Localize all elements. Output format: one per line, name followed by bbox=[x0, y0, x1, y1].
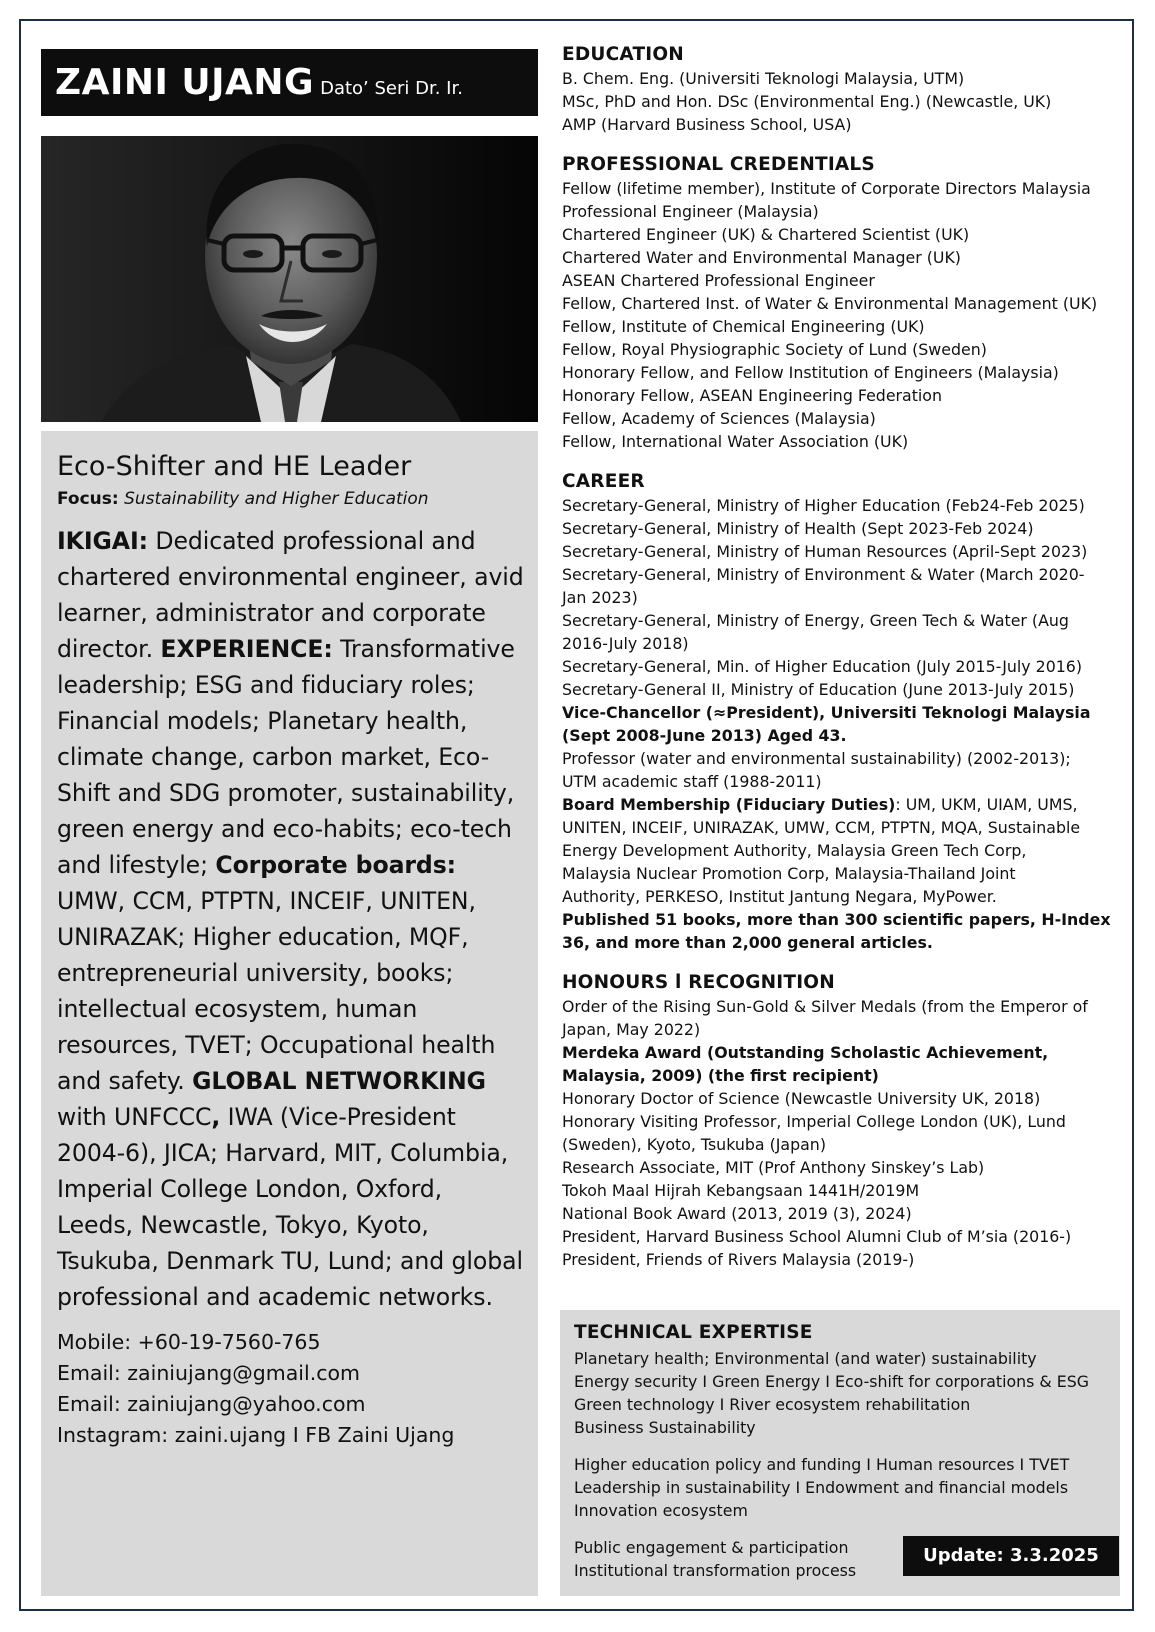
list-item: Secretary-General, Ministry of Human Resources (April-Sept 2023) bbox=[562, 542, 1088, 561]
list-item: Green technology I River ecosystem rehabilitation bbox=[574, 1395, 971, 1414]
list-item: Energy security I Green Energy I Eco-shift for corporations & ESG bbox=[574, 1372, 1089, 1391]
career-list bbox=[562, 494, 1122, 954]
list-item: Honorary Doctor of Science (Newcastle University UK, 2018) bbox=[562, 1089, 1041, 1108]
global-text: with UNFCCC bbox=[57, 1103, 212, 1131]
contact-email-yahoo: Email: zainiujang@yahoo.com bbox=[57, 1392, 366, 1416]
experience-text: Transformative leadership; ESG and fiduciary roles; Financial models; Planetary health, climate change, carbon market, Eco-Shift and SDG promoter, sustainability, green energy and eco-habits; eco-tech and lifestyle; bbox=[57, 635, 515, 879]
boards-label: Corporate boards: bbox=[215, 851, 456, 879]
list-item: 2016-July 2018) bbox=[562, 634, 689, 653]
ikigai-text: Dedicated professional and chartered environmental engineer, avid learner, administrator and corporate director. bbox=[57, 527, 524, 663]
list-item: Honorary Visiting Professor, Imperial College London (UK), Lund bbox=[562, 1112, 1066, 1131]
list-item: Public engagement & participation bbox=[574, 1538, 849, 1557]
credentials-list bbox=[562, 177, 1122, 453]
list-item: ASEAN Chartered Professional Engineer bbox=[562, 271, 875, 290]
list-item: Board Membership (Fiduciary Duties): UM, UKM, UIAM, UMS, bbox=[562, 795, 1078, 814]
list-item: MSc, PhD and Hon. DSc (Environmental Eng.) (Newcastle, UK) bbox=[562, 92, 1052, 111]
person-name: ZAINI UJANG bbox=[55, 62, 315, 103]
list-item: Secretary-General, Ministry of Environment & Water (March 2020- bbox=[562, 565, 1085, 584]
list-item: Jan 2023) bbox=[562, 588, 638, 607]
contact-mobile: Mobile: +60-19-7560-765 bbox=[57, 1330, 321, 1354]
honours-heading: HONOURS l RECOGNITION bbox=[562, 972, 835, 993]
list-item: Honorary Fellow, and Fellow Institution of Engineers (Malaysia) bbox=[562, 363, 1059, 382]
list-item: Fellow, Chartered Inst. of Water & Environmental Management (UK) bbox=[562, 294, 1098, 313]
contact-social: Instagram: zaini.ujang I FB Zaini Ujang bbox=[57, 1423, 455, 1447]
list-item: Leadership in sustainability I Endowment and financial models bbox=[574, 1478, 1069, 1497]
list-item: Professor (water and environmental sustainability) (2002-2013); bbox=[562, 749, 1071, 768]
list-item: Secretary-General, Ministry of Energy, Green Tech & Water (Aug bbox=[562, 611, 1069, 630]
focus-label: Focus: bbox=[57, 489, 119, 509]
focus-line bbox=[57, 489, 524, 509]
list-item: Malaysia, 2009) (the first recipient) bbox=[562, 1066, 879, 1085]
list-item: Energy Development Authority, Malaysia Green Tech Corp, bbox=[562, 841, 1027, 860]
person-title: Dato’ Seri Dr. Ir. bbox=[320, 78, 463, 99]
portrait-photo bbox=[41, 136, 538, 422]
contact-email-gmail: Email: zainiujang@gmail.com bbox=[57, 1361, 360, 1385]
credentials-heading: PROFESSIONAL CREDENTIALS bbox=[562, 154, 875, 175]
name-banner bbox=[41, 49, 538, 116]
right-column bbox=[562, 42, 1122, 1271]
list-item: Chartered Water and Environmental Manager (UK) bbox=[562, 248, 961, 267]
list-item: Fellow, Academy of Sciences (Malaysia) bbox=[562, 409, 876, 428]
list-item: Secretary-General, Ministry of Health (Sept 2023-Feb 2024) bbox=[562, 519, 1034, 538]
list-item: Research Associate, MIT (Prof Anthony Sinskey’s Lab) bbox=[562, 1158, 985, 1177]
list-item: Chartered Engineer (UK) & Chartered Scientist (UK) bbox=[562, 225, 970, 244]
education-heading: EDUCATION bbox=[562, 44, 684, 65]
list-item: UNITEN, INCEIF, UNIRAZAK, UMW, CCM, PTPTN, MQA, Sustainable bbox=[562, 818, 1081, 837]
global-comma: , bbox=[211, 1103, 221, 1131]
list-item: (Sept 2008-June 2013) Aged 43. bbox=[562, 726, 847, 745]
portrait-icon bbox=[41, 136, 538, 422]
list-item: President, Harvard Business School Alumni Club of M’sia (2016-) bbox=[562, 1227, 1072, 1246]
list-item: Merdeka Award (Outstanding Scholastic Achievement, bbox=[562, 1043, 1049, 1062]
list-item: Fellow (lifetime member), Institute of Corporate Directors Malaysia bbox=[562, 179, 1091, 198]
list-item: B. Chem. Eng. (Universiti Teknologi Malaysia, UTM) bbox=[562, 69, 965, 88]
update-badge: Update: 3.3.2025 bbox=[903, 1536, 1119, 1576]
list-item: Vice-Chancellor (≈President), Universiti Teknologi Malaysia bbox=[562, 703, 1091, 722]
technical-group-2 bbox=[574, 1453, 1106, 1522]
ikigai-paragraph bbox=[57, 523, 524, 1315]
list-item: Secretary-General, Min. of Higher Education (July 2015-July 2016) bbox=[562, 657, 1083, 676]
list-item: Innovation ecosystem bbox=[574, 1501, 748, 1520]
list-item: Japan, May 2022) bbox=[562, 1020, 701, 1039]
board-label: Board Membership (Fiduciary Duties) bbox=[562, 795, 896, 814]
list-item: Honorary Fellow, ASEAN Engineering Federation bbox=[562, 386, 942, 405]
boards-text: UMW, CCM, PTPTN, INCEIF, UNITEN, UNIRAZAK; Higher education, MQF, entrepreneurial university, books; intellectual ecosystem, human resources, TVET; Occupational health and safety. bbox=[57, 887, 496, 1095]
focus-value: Sustainability and Higher Education bbox=[124, 489, 429, 509]
education-list bbox=[562, 67, 1122, 136]
list-item: Planetary health; Environmental (and water) sustainability bbox=[574, 1349, 1037, 1368]
list-item: Malaysia Nuclear Promotion Corp, Malaysia-Thailand Joint bbox=[562, 864, 1016, 883]
list-item: Fellow, International Water Association (UK) bbox=[562, 432, 909, 451]
list-item: Secretary-General II, Ministry of Education (June 2013-July 2015) bbox=[562, 680, 1075, 699]
list-item: UTM academic staff (1988-2011) bbox=[562, 772, 822, 791]
list-item: Authority, PERKESO, Institut Jantung Negara, MyPower. bbox=[562, 887, 997, 906]
list-item: Published 51 books, more than 300 scientific papers, H-Index bbox=[562, 910, 1111, 929]
list-item: National Book Award (2013, 2019 (3), 2024) bbox=[562, 1204, 912, 1223]
profile-panel bbox=[41, 431, 538, 1596]
list-item: Secretary-General, Ministry of Higher Education (Feb24-Feb 2025) bbox=[562, 496, 1085, 515]
list-item: Institutional transformation process bbox=[574, 1561, 857, 1580]
career-heading: CAREER bbox=[562, 471, 645, 492]
list-item: President, Friends of Rivers Malaysia (2019-) bbox=[562, 1250, 915, 1269]
list-item: Higher education policy and funding I Human resources I TVET bbox=[574, 1455, 1070, 1474]
ikigai-label: IKIGAI: bbox=[57, 527, 148, 555]
list-item: Order of the Rising Sun-Gold & Silver Medals (from the Emperor of bbox=[562, 997, 1088, 1016]
list-item: AMP (Harvard Business School, USA) bbox=[562, 115, 852, 134]
experience-label: EXPERIENCE: bbox=[160, 635, 333, 663]
tagline: Eco-Shifter and HE Leader bbox=[57, 451, 412, 482]
global-text-2: IWA (Vice-President 2004-6), JICA; Harvard, MIT, Columbia, Imperial College London, Oxford, Leeds, Newcastle, Tokyo, Kyoto, Tsukuba, Denmark TU, Lund; and global professional and academic networks. bbox=[57, 1103, 523, 1311]
list-item: Fellow, Institute of Chemical Engineering (UK) bbox=[562, 317, 925, 336]
technical-heading: TECHNICAL EXPERTISE bbox=[574, 1322, 813, 1343]
honours-list bbox=[562, 995, 1122, 1271]
list-item: Fellow, Royal Physiographic Society of Lund (Sweden) bbox=[562, 340, 987, 359]
list-item: Tokoh Maal Hijrah Kebangsaan 1441H/2019M bbox=[562, 1181, 920, 1200]
global-label: GLOBAL NETWORKING bbox=[192, 1067, 486, 1095]
list-item: Business Sustainability bbox=[574, 1418, 756, 1437]
contact-list bbox=[57, 1327, 524, 1451]
list-item: (Sweden), Kyoto, Tsukuba (Japan) bbox=[562, 1135, 826, 1154]
list-item: 36, and more than 2,000 general articles. bbox=[562, 933, 933, 952]
technical-group-1 bbox=[574, 1347, 1106, 1439]
list-item: Professional Engineer (Malaysia) bbox=[562, 202, 819, 221]
